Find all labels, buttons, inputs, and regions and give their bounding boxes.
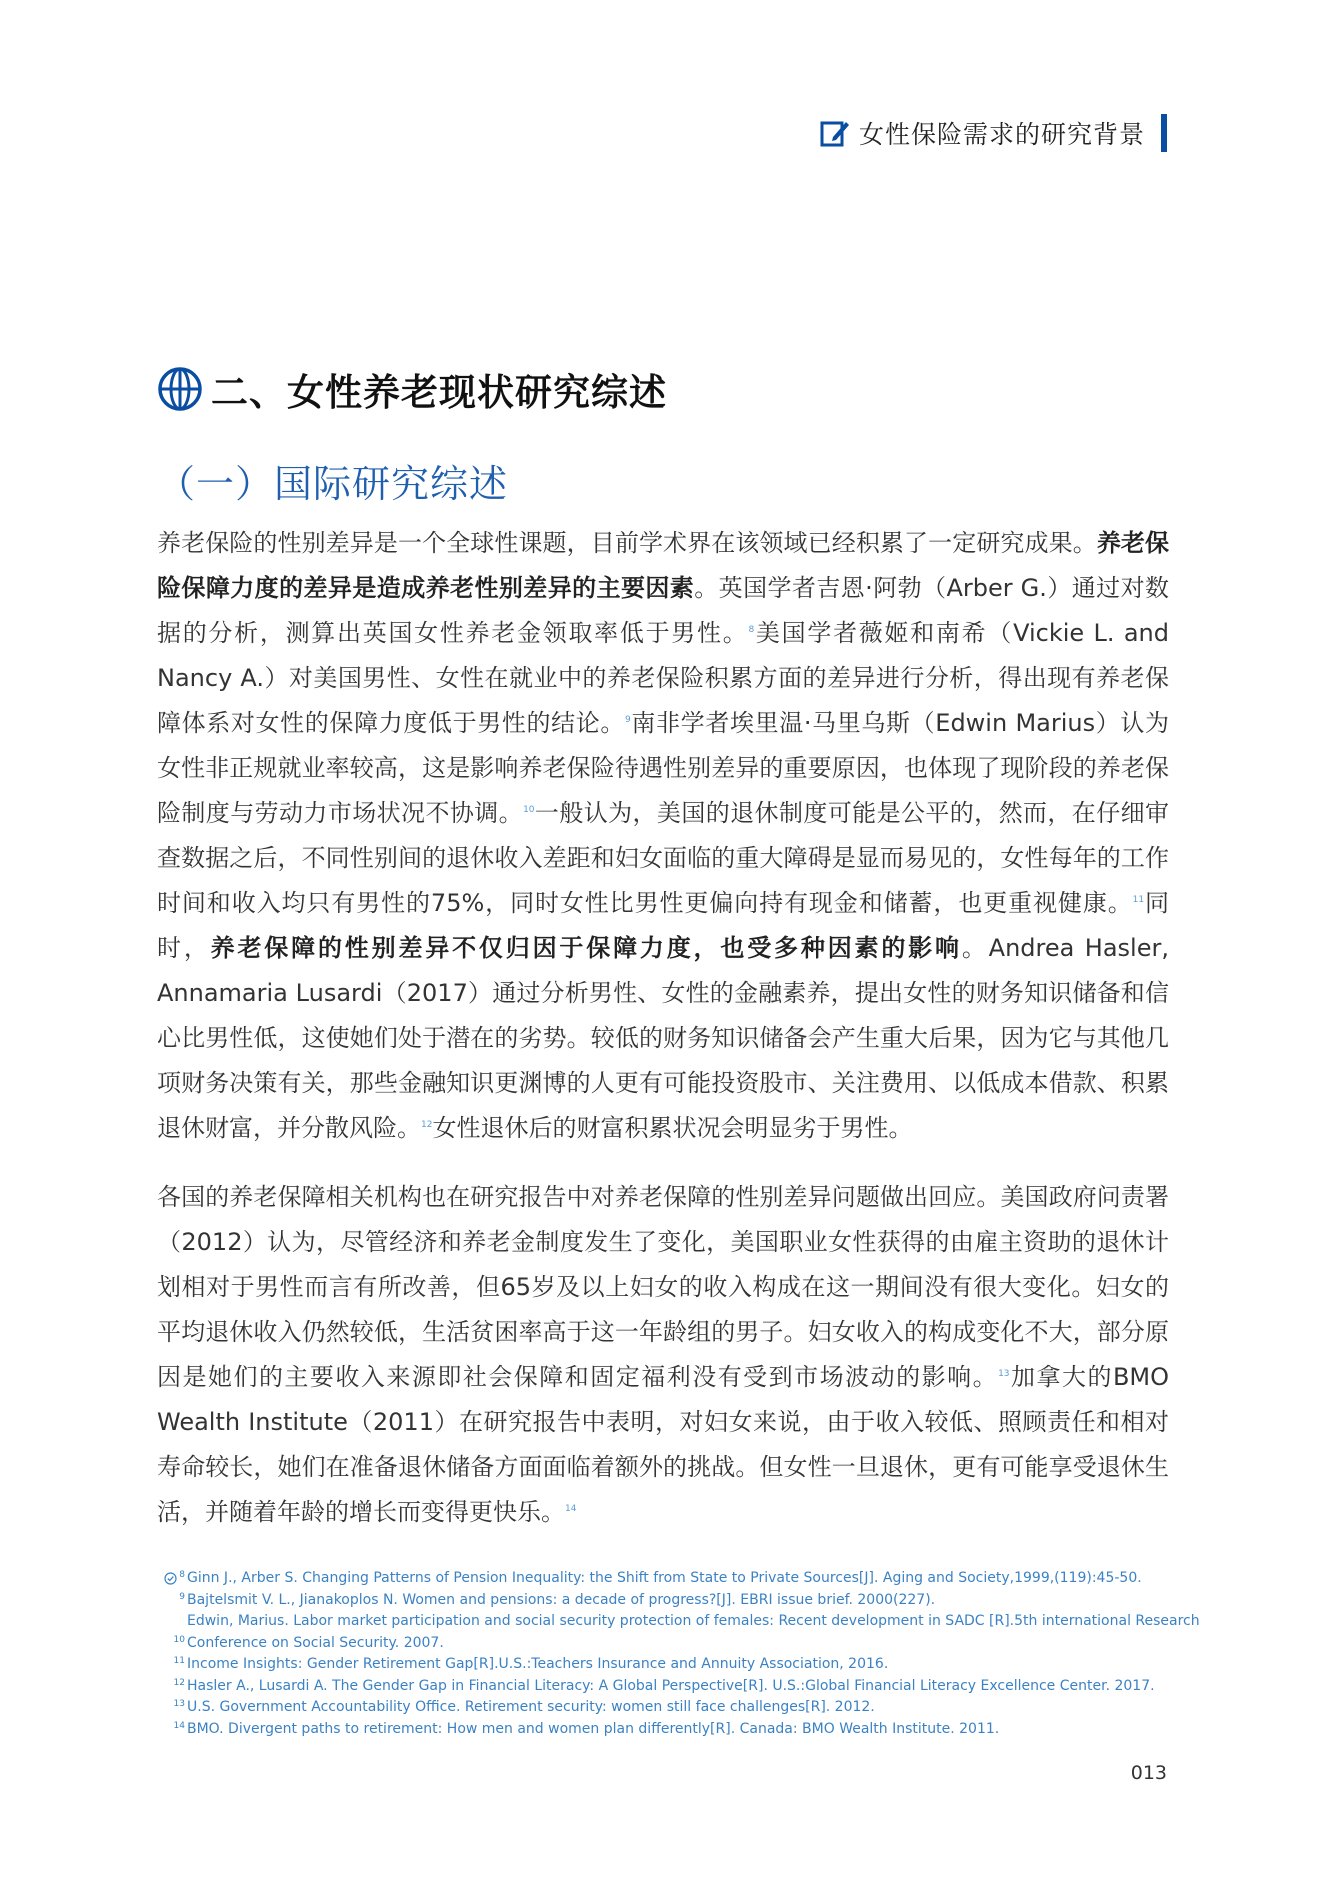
paragraph-text: 各国的养老保障相关机构也在研究报告中对养老保障的性别差异问题做出回应。美国政府问责署（2012）认为，尽管经济和养老金制度发生了变化，美国职业女性获得的由雇主资助的退休计划相对于男性而言有所改善，但65岁及以上妇女的收入构成在这一期间没有很大变化。妇女的平均退休收入仍然较低，生活贫困率高于这一年龄组的男子。妇女收入的构成变化不大，部分原因是她们的主要收入来源即社会保障和固定福利没有受到市场波动的影响。 — [157, 1183, 1169, 1391]
footnote-number: 10 — [173, 1634, 185, 1645]
check-circle-icon — [164, 1572, 177, 1585]
footnote-number: 9 — [179, 1591, 185, 1602]
footnote-number: 8 — [179, 1570, 185, 1580]
footnote-item — [157, 1568, 1187, 1590]
globe-icon — [157, 366, 203, 412]
footnote-number: 12 — [173, 1677, 185, 1688]
footnote-item — [157, 1697, 1187, 1719]
footnote-number: 11 — [173, 1656, 185, 1666]
section-title-text: 二、女性养老现状研究综述 — [211, 371, 667, 414]
paragraph-text: 女性退休后的财富积累状况会明显劣于男性。 — [432, 1114, 913, 1142]
footnote-text: U.S. Government Accountability Office. Retirement security: women still face challenges[R]. 2012. — [187, 1699, 875, 1715]
footnote-number: 13 — [173, 1699, 185, 1709]
page-number: 013 — [1130, 1762, 1167, 1784]
bold-text: 养老保障的性别差异不仅归因于保障力度，也受多种因素的影响 — [210, 934, 962, 962]
footnote-marker[interactable]: 10 — [523, 805, 535, 815]
footnote-item — [157, 1654, 1187, 1676]
body-text — [157, 521, 1169, 1535]
footnote-item — [157, 1719, 1187, 1741]
footnote-text: Income Insights: Gender Retirement Gap[R].U.S.:Teachers Insurance and Annuity Association, 2016. — [187, 1656, 889, 1672]
running-header — [819, 114, 1167, 152]
paragraph — [157, 521, 1169, 1151]
footnote-marker[interactable]: 13 — [998, 1369, 1010, 1379]
paragraph-text: 养老保险的性别差异是一个全球性课题，目前学术界在该领域已经积累了一定研究成果。 — [157, 529, 1097, 557]
paragraph-text: 美国学者薇姬和南希（Vickie L. and Nancy A.）对美国男性、女性在就业中的养老保险积累方面的差异进行分析，得出现有养老保障体系对女性的保障力度低于男性的结论。 — [157, 619, 1170, 737]
footnote-marker[interactable]: 9 — [625, 715, 631, 725]
paragraph-text: 。Andrea Hasler, Annamaria Lusardi（2017）通过分析男性、女性的金融素养，提出女性的财务知识储备和信心比男性低，这使她们处于潜在的劣势。较低的财务知识储备会产生重大后果，因为它与其他几项财务决策有关，那些金融知识更渊博的人更有可能投资股市、关注费用、以低成本借款、积累退休财富，并分散风险。 — [157, 934, 1169, 1142]
footnote-text: BMO. Divergent paths to retirement: How men and women plan differently[R]. Canada: BMO Wealth Institute. 2011. — [187, 1720, 1000, 1737]
paragraph-text: 加拿大的BMO Wealth Institute（2011）在研究报告中表明，对妇女来说，由于收入较低、照顾责任和相对寿命较长，她们在准备退休储备方面面临着额外的挑战。但女性一旦退休，更有可能享受退休生活，并随着年龄的增长而变得更快乐。 — [157, 1363, 1170, 1526]
footnote-item — [157, 1611, 1200, 1633]
paragraph-text: 同时， — [157, 889, 1170, 962]
section-title — [157, 362, 667, 416]
footnote-text: Conference on Social Security. 2007. — [187, 1634, 444, 1651]
paragraph-text: 南非学者埃里温·马里乌斯（Edwin Marius）认为女性非正规就业率较高，这是影响养老保险待遇性别差异的重要原因，也体现了现阶段的养老保险制度与劳动力市场状况不协调。 — [157, 709, 1170, 827]
footnote-text: Edwin, Marius. Labor market participation and social security protection of females: Recent development in SADC [R].5th international Research — [187, 1613, 1200, 1629]
footnote-item — [157, 1590, 1187, 1612]
header-accent-bar — [1161, 114, 1167, 152]
subsection-title: （一）国际研究综述 — [157, 462, 509, 506]
footnote-marker[interactable]: 14 — [565, 1504, 577, 1514]
bold-text: 养老保险保障力度的差异是造成养老性别差异的主要因素 — [157, 529, 1170, 602]
footnote-item — [157, 1633, 1187, 1655]
footnote-item — [157, 1676, 1187, 1698]
footnote-marker[interactable]: 8 — [748, 625, 755, 635]
edit-note-icon — [819, 117, 851, 149]
footnote-number: 14 — [173, 1720, 185, 1731]
paragraph-text: 一般认为，美国的退休制度可能是公平的，然而，在仔细审查数据之后，不同性别间的退休收入差距和妇女面临的重大障碍是显而易见的，女性每年的工作时间和收入均只有男性的75%，同时女性比男性更偏向持有现金和储蓄，也更重视健康。 — [157, 799, 1170, 917]
paragraph-text: 。英国学者吉恩·阿勃（Arber G.）通过对数据的分析，测算出英国女性养老金领取率低于男性。 — [157, 574, 1170, 647]
footnote-text: Ginn J., Arber S. Changing Patterns of Pension Inequality: the Shift from State to Private Sources[J]. Aging and Society,1999,(119):45-50. — [187, 1570, 1142, 1586]
footnote-marker[interactable]: 12 — [421, 1120, 433, 1130]
running-header-title: 女性保险需求的研究背景 — [858, 120, 1145, 149]
paragraph — [157, 1175, 1169, 1535]
footnotes — [157, 1568, 1200, 1740]
footnote-text: Hasler A., Lusardi A. The Gender Gap in Financial Literacy: A Global Perspective[R]. U.S.:Global Financial Literacy Excellence Center. 2017. — [187, 1677, 1155, 1694]
footnote-marker[interactable]: 11 — [1132, 895, 1145, 905]
footnote-text: Bajtelsmit V. L., Jianakoplos N. Women and pensions: a decade of progress?[J]. EBRI issue brief. 2000(227). — [187, 1591, 936, 1608]
